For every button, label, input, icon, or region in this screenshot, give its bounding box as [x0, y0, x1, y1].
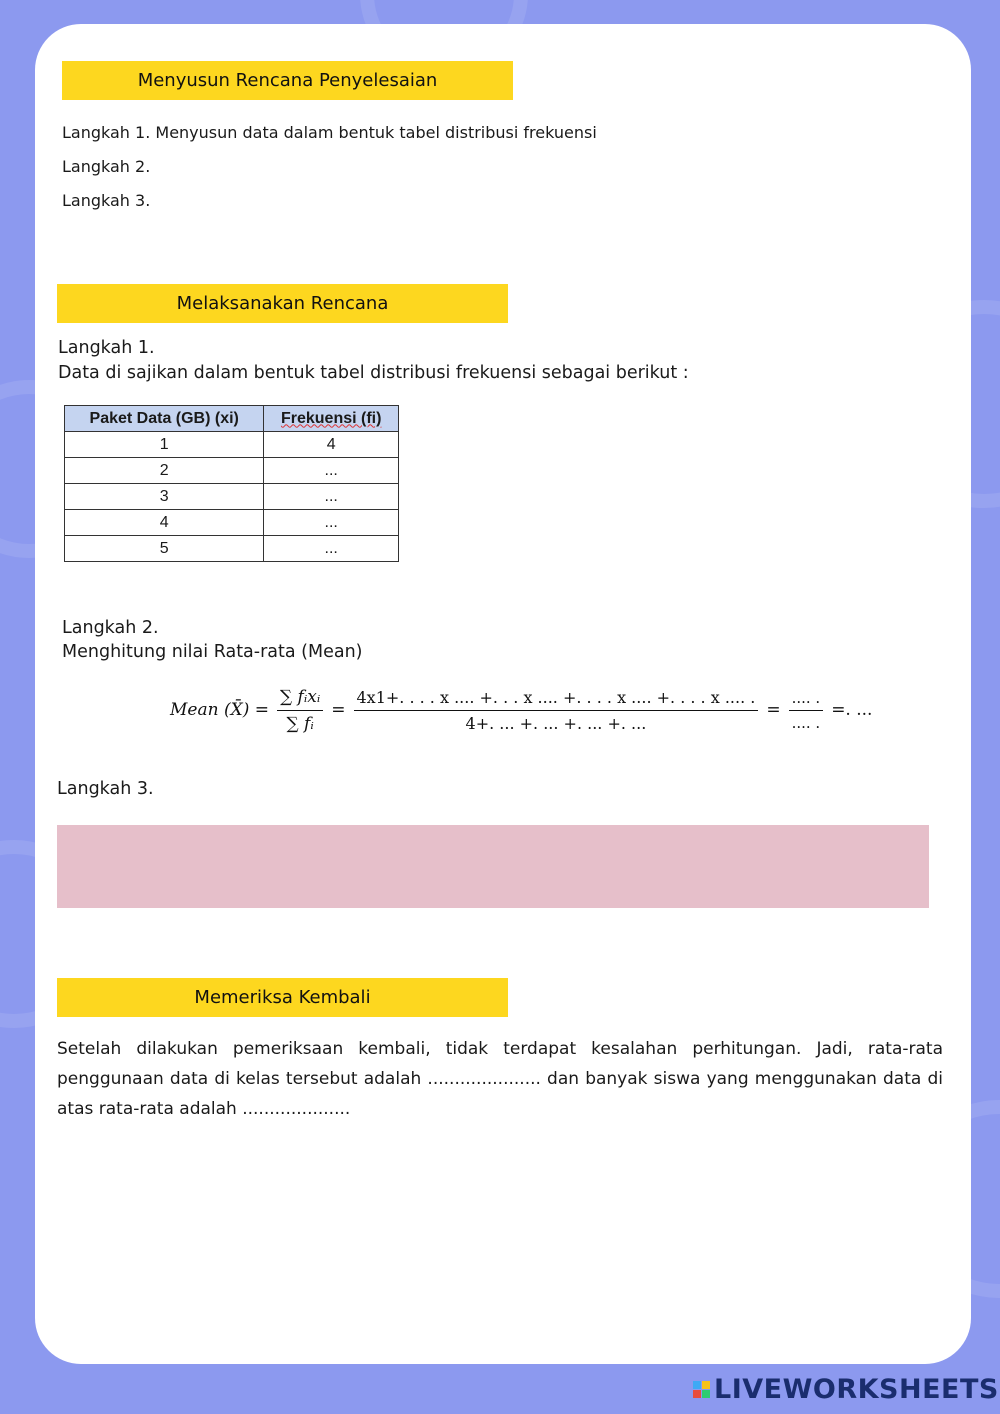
table-cell-fi[interactable]: ... [264, 484, 399, 510]
formula-fraction-numerator: ∑ fᵢxᵢ [277, 687, 323, 711]
execute-step3-label: Langkah 3. [57, 779, 154, 799]
table-cell-fi[interactable]: ... [264, 458, 399, 484]
formula-result-numerator[interactable]: .... . [789, 689, 824, 711]
execute-step2-label: Langkah 2. [62, 618, 159, 638]
review-paragraph: Setelah dilakukan pemeriksaan kembali, tidak terdapat kesalahan perhitungan. Jadi, rata-rata penggunaan data di kelas tersebut adalah ..................... dan banyak siswa yang menggunakan data di atas rata-rata adalah .................... [57, 1039, 943, 1119]
table-cell-fi: 4 [264, 432, 399, 458]
formula-equals: = [331, 700, 346, 720]
execute-step1-label: Langkah 1. [58, 338, 155, 358]
table-row [65, 510, 399, 536]
frequency-table [64, 405, 399, 562]
execute-step2-text: Menghitung nilai Rata-rata (Mean) [62, 642, 363, 662]
plan-step-2: Langkah 2. [62, 157, 151, 176]
execute-step1-text: Data di sajikan dalam bentuk tabel distribusi frekuensi sebagai berikut : [58, 363, 689, 383]
plan-step-3: Langkah 3. [62, 191, 151, 210]
answer-box[interactable] [57, 825, 929, 908]
table-row [65, 432, 399, 458]
plan-step-1: Langkah 1. Menyusun data dalam bentuk tabel distribusi frekuensi [62, 123, 597, 142]
mean-formula [170, 679, 872, 741]
formula-fraction-result[interactable] [789, 689, 824, 732]
table-cell-xi: 5 [65, 536, 264, 562]
review-section-banner: Memeriksa Kembali [57, 978, 508, 1017]
column-header-frequency: Frekuensi (fi) [264, 406, 399, 432]
formula-substitution-numerator[interactable]: 4x1+. . . . x .... +. . . x .... +. . . . x .... +. . . . x .... . [354, 688, 759, 711]
liveworksheets-mark-icon [693, 1381, 710, 1398]
table-cell-xi: 4 [65, 510, 264, 536]
execute-section-banner: Melaksanakan Rencana [57, 284, 508, 323]
column-header-data: Paket Data (GB) (xi) [65, 406, 264, 432]
formula-fraction-denominator: ∑ fᵢ [286, 713, 314, 734]
table-header-row [65, 406, 399, 432]
table-cell-xi: 3 [65, 484, 264, 510]
worksheet-page [35, 24, 971, 1364]
brand-name: LIVEWORKSHEETS [714, 1373, 999, 1405]
formula-fraction-definition [277, 687, 323, 734]
table-cell-xi: 2 [65, 458, 264, 484]
table-row [65, 536, 399, 562]
formula-lhs: Mean (X̄) = [170, 700, 269, 720]
formula-equals: = [766, 700, 781, 720]
formula-fraction-substitution[interactable] [354, 688, 759, 733]
plan-section-banner: Menyusun Rencana Penyelesaian [62, 61, 513, 100]
formula-substitution-denominator[interactable]: 4+. ... +. ... +. ... +. ... [465, 713, 647, 733]
liveworksheets-logo [693, 1374, 999, 1404]
table-row [65, 484, 399, 510]
table-cell-fi[interactable]: ... [264, 510, 399, 536]
table-row [65, 458, 399, 484]
table-cell-xi: 1 [65, 432, 264, 458]
formula-final-result[interactable]: =. ... [831, 700, 873, 720]
formula-result-denominator[interactable]: .... . [791, 713, 821, 732]
table-cell-fi[interactable]: ... [264, 536, 399, 562]
